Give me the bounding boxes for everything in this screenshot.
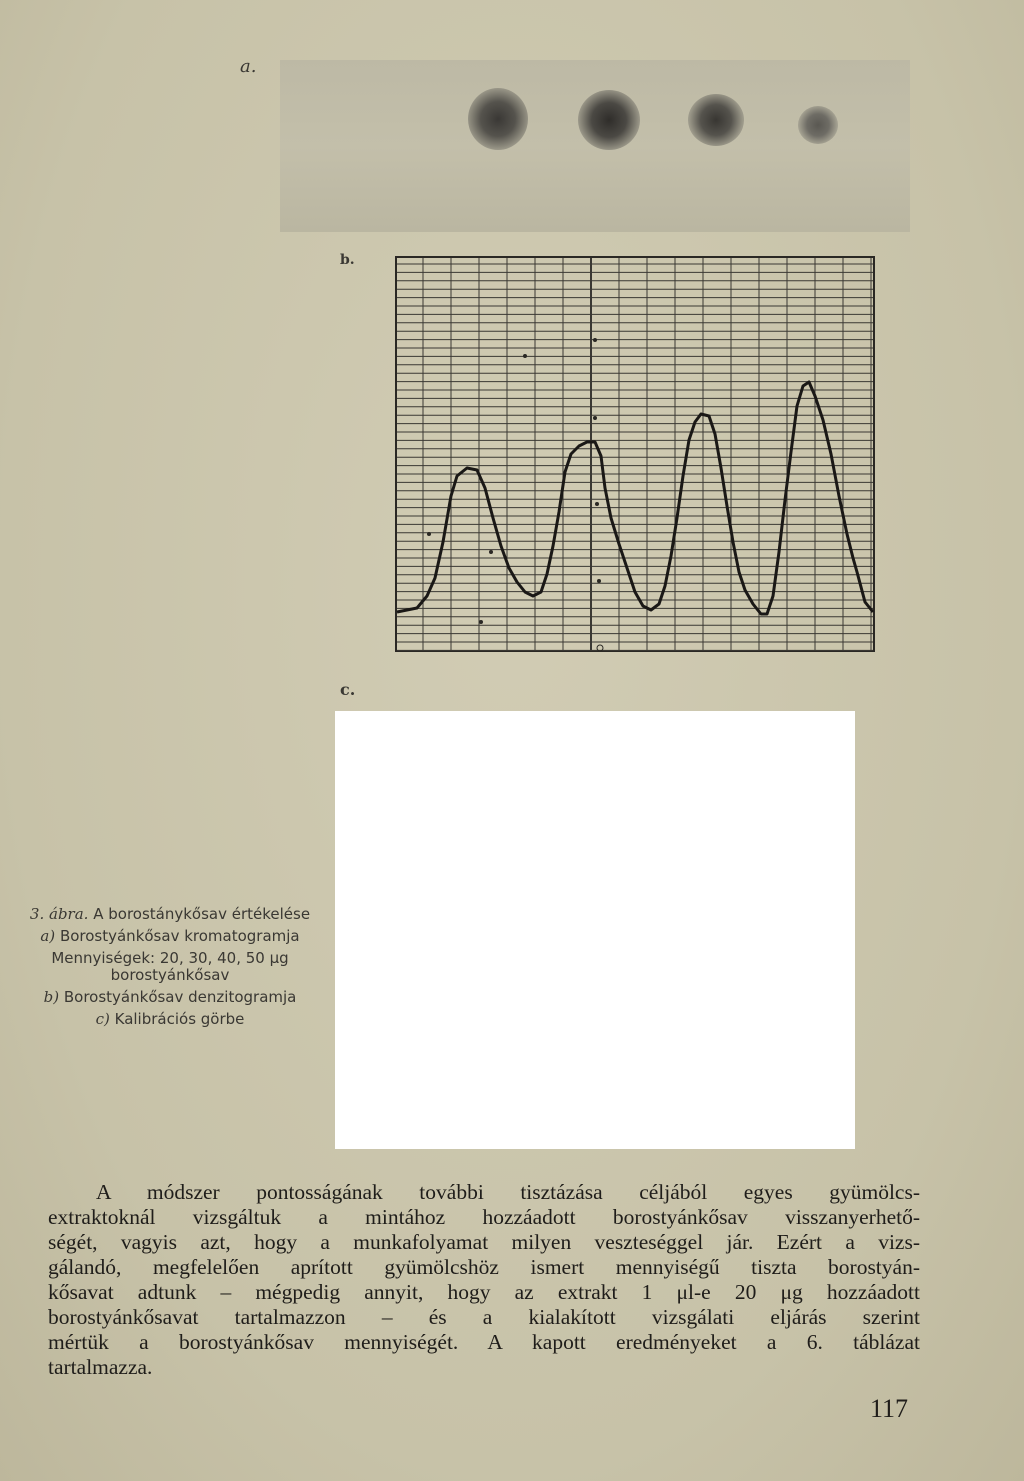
chromatogram-strip xyxy=(280,60,910,232)
caption-item-b xyxy=(20,989,320,1006)
body-line: borostyánkősavat tartalmazzon – és a kialakított vizsgálati eljárás szerint xyxy=(48,1305,920,1329)
body-paragraph xyxy=(48,1180,920,1380)
body-line: tartalmazza. xyxy=(48,1355,153,1379)
caption-title xyxy=(20,906,320,923)
caption-figure-number: 3. ábra. xyxy=(29,905,89,923)
body-line: A módszer pontosságának további tisztázása céljából egyes gyümölcs- xyxy=(96,1180,920,1204)
page-number: 117 xyxy=(870,1394,909,1423)
caption-title-text: A borostánykősav értékelése xyxy=(93,905,311,923)
calibration-curve-redacted-area xyxy=(335,711,855,1149)
chromatogram-spot-1 xyxy=(468,88,528,150)
caption-amounts: Mennyiségek: 20, 30, 40, 50 μg borostyánkősav xyxy=(51,949,289,984)
panel-label-c: c. xyxy=(340,680,356,699)
figure-caption xyxy=(20,906,320,1033)
body-line: mértük a borostyánkősav mennyiségét. A kapott eredményeket a 6. táblázat xyxy=(48,1330,920,1354)
panel-label-b: b. xyxy=(340,252,355,268)
densitogram-marks xyxy=(427,338,603,651)
densitogram-trace xyxy=(397,382,873,614)
body-line: gálandó, megfelelően aprított gyümölcshöz ismert mennyiségű tiszta borostyán- xyxy=(48,1255,920,1279)
panel-label-a: a. xyxy=(240,56,257,77)
caption-item-a xyxy=(20,928,320,945)
caption-item-c xyxy=(20,1011,320,1028)
caption-text-c: Kalibrációs görbe xyxy=(114,1010,245,1028)
densitogram-plot xyxy=(395,256,875,652)
body-line: extraktoknál vizsgáltuk a mintához hozzáadott borostyánkősav visszanyerhető- xyxy=(48,1205,920,1229)
caption-text-a: Borostyánkősav kromatogramja xyxy=(59,927,300,945)
body-line: kősavat adtunk – mégpedig annyit, hogy az extrakt 1 μl-e 20 μg hozzáadott xyxy=(48,1280,920,1304)
caption-key-c: c) xyxy=(95,1010,110,1028)
body-line: ségét, vagyis azt, hogy a munkafolyamat milyen veszteséggel jár. Ezért a vizs- xyxy=(48,1230,920,1254)
chromatogram-spot-4 xyxy=(798,106,838,144)
chromatogram-spot-3 xyxy=(688,94,744,146)
caption-key-a: a) xyxy=(40,927,56,945)
caption-key-b: b) xyxy=(43,988,60,1006)
chromatogram-spot-2 xyxy=(578,90,640,150)
caption-text-b: Borostyánkősav denzitogramja xyxy=(63,988,297,1006)
